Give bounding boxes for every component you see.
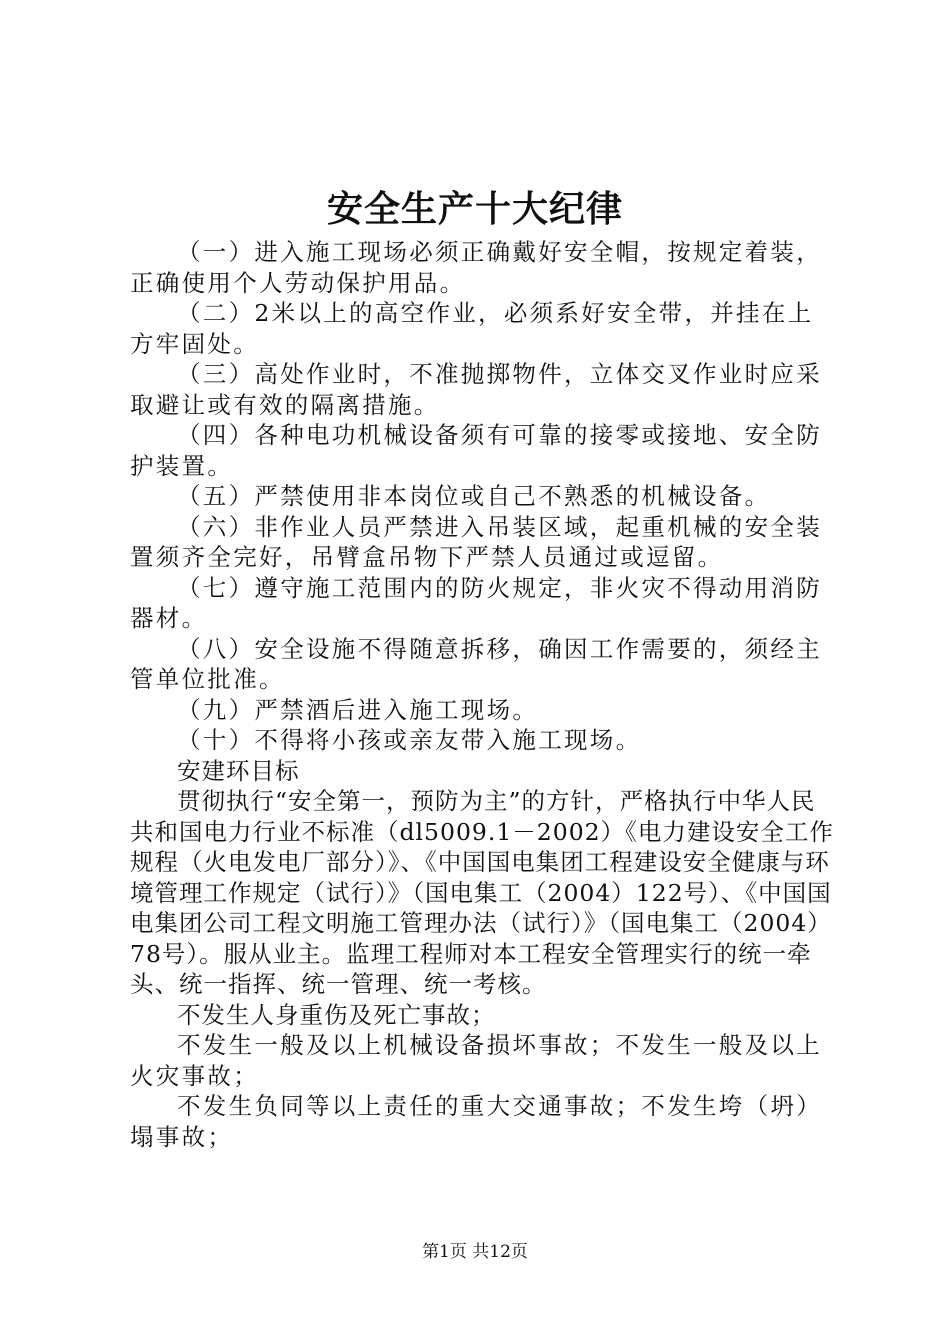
paragraph-rule-8: （八）安全设施不得随意拆移，确因工作需要的，须经主管单位批准。 (130, 634, 822, 693)
paragraph-rule-10: （十）不得将小孩或亲友带入施工现场。 (177, 726, 642, 754)
page-title: 安全生产十大纪律 (326, 188, 623, 230)
paragraph-policy: 贯彻执行“安全第一，预防为主”的方针，严格执行中华人民共和国电力行业不标准（dl5009.1－2002）《电力建设安全工作规程（火电发电厂部分）》、《中国国电集团工程建设安全健康与环境管理工作规定（试行）》（国电集工（2004）122号）、《中国国电集团公司工程文明施工管理办法（试行）》（国电集工（2004）78号）。服从业主。监理工程师对本工程安全管理实行的统一牵头、统一指挥、统一管理、统一考核。 (130, 787, 834, 998)
paragraph-goal-2: 不发生一般及以上机械设备损坏事故；不发生一般及以上火灾事故； (130, 1031, 822, 1090)
paragraph-rule-7: （七）遵守施工范围内的防火规定，非火灾不得动用消防器材。 (130, 573, 822, 632)
paragraph-rule-6: （六）非作业人员严禁进入吊装区域，起重机械的安全装置须齐全完好，吊臂盒吊物下严禁人员通过或逗留。 (130, 512, 822, 571)
paragraph-rule-4: （四）各种电功机械设备须有可靠的接零或接地、安全防护装置。 (130, 421, 822, 480)
page-footer: 第1页 共12页 (422, 1242, 528, 1262)
paragraph-rule-2: （二）2米以上的高空作业，必须系好安全带，并挂在上方牢固处。 (130, 299, 814, 358)
paragraph-rule-3: （三）高处作业时，不准抛掷物件，立体交叉作业时应采取避让或有效的隔离措施。 (130, 360, 822, 419)
paragraph-rule-9: （九）严禁酒后进入施工现场。 (177, 695, 539, 724)
paragraph-rule-5: （五）严禁使用非本岗位或自己不熟悉的机械设备。 (177, 482, 771, 510)
document-body (130, 237, 835, 1152)
paragraph-rule-1: （一）进入施工现场必须正确戴好安全帽，按规定着装，正确使用个人劳动保护用品。 (130, 238, 822, 297)
section-heading: 安建环目标 (177, 756, 300, 785)
paragraph-goal-1: 不发生人身重伤及死亡事故； (177, 1000, 496, 1029)
paragraph-goal-3: 不发生负同等以上责任的重大交通事故；不发生垮（坍）塌事故； (130, 1092, 822, 1151)
